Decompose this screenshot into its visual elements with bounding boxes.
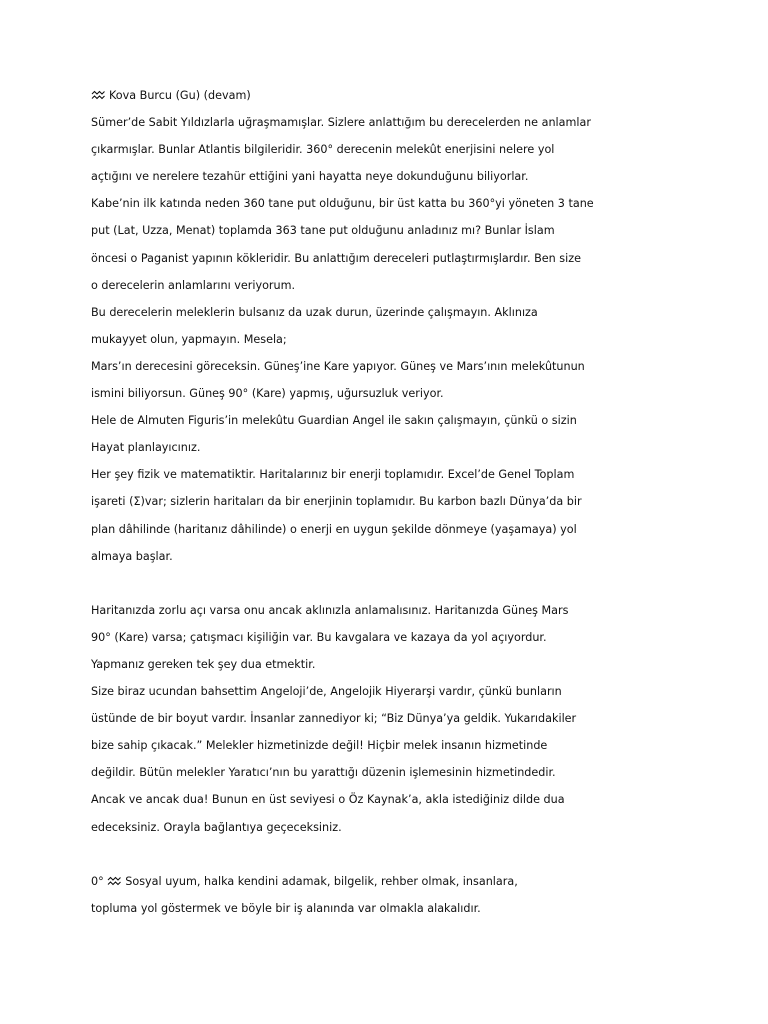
text-line: Haritanızda zorlu açı varsa onu ancak aklınızla anlamalısınız. Haritanızda Güneş Mars [91,603,569,617]
paragraph-spacer [91,574,651,601]
text-line: Size biraz ucundan bahsettim Angeloji’de, Angelojik Hiyerarşi vardır, çünkü bunların [91,685,562,699]
section-heading [91,86,651,113]
text-line: Yapmanız gereken tek şey dua etmektir. [91,657,316,671]
text-line: işareti (Σ)var; sizlerin haritaları da bir enerjinin toplamıdır. Bu karbon bazlı Dünya’da bir [91,495,582,509]
degree-value: 0° [91,874,104,888]
aquarius-symbol-icon [91,90,106,100]
text-line: Ancak ve ancak dua! Bunun en üst seviyesi o Öz Kaynak’a, akla istediğiniz dilde dua [91,793,565,807]
text-line: almaya başlar. [91,549,173,563]
text-line: değildir. Bütün melekler Yaratıcı’nın bu yarattığı düzenin işlemesinin hizmetindedir. [91,766,556,780]
degree-entry-line [91,872,651,899]
text-line: Mars’ın derecesini göreceksin. Güneş’ine Kare yapıyor. Güneş ve Mars’ının melekûtunun [91,359,585,373]
text-line: o derecelerin anlamlarını veriyorum. [91,278,296,292]
text-line: öncesi o Paganist yapının kökleridir. Bu anlattığım dereceleri putlaştırmışlardır. Ben size [91,251,581,265]
text-line: Sümer’de Sabit Yıldızlarla uğraşmamışlar. Sizlere anlattığım bu derecelerden ne anlamlar [91,116,591,130]
paragraph-zorlu-aci [91,601,651,845]
document-text [91,86,651,926]
degree-description-continued: topluma yol göstermek ve böyle bir iş alanında var olmakla alakalıdır. [91,901,481,915]
text-line: mukayyet olun, yapmayın. Mesela; [91,332,287,346]
paragraph-spacer [91,845,651,872]
text-line: put (Lat, Uzza, Menat) toplamda 363 tane put olduğunu anladınız mı? Bunlar İslam [91,224,555,238]
text-line: Kabe’nin ilk katında neden 360 tane put olduğunu, bir üst katta bu 360°yi yöneten 3 tane [91,197,594,211]
paragraph-sabit-yildizlar [91,113,651,574]
text-line: Hele de Almuten Figuris’in melekûtu Guardian Angel ile sakın çalışmayın, çünkü o sizin [91,414,577,428]
text-line: plan dâhilinde (haritanız dâhilinde) o enerji en uygun şekilde dönmeye (yaşamaya) yol [91,522,577,536]
aquarius-symbol-icon [107,876,122,886]
text-line: açtığını ve nerelere tezahür ettiğini yani hayatta neye dokunduğunu biliyorlar. [91,170,529,184]
text-line: çıkarmışlar. Bunlar Atlantis bilgileridir. 360° derecenin melekût enerjisini nelere yol [91,143,555,157]
text-line: ismini biliyorsun. Güneş 90° (Kare) yapmış, uğursuzluk veriyor. [91,387,444,401]
text-line: bize sahip çıkacak.” Melekler hizmetinizde değil! Hiçbir melek insanın hizmetinde [91,739,548,753]
degree-entry-0 [91,872,651,926]
text-line: Her şey fizik ve matematiktir. Haritalarınız bir enerji toplamıdır. Excel’de Genel Toplam [91,468,575,482]
degree-description: Sosyal uyum, halka kendini adamak, bilgelik, rehber olmak, insanlara, [125,874,518,888]
text-line: üstünde de bir boyut vardır. İnsanlar zannediyor ki; “Biz Dünya’ya geldik. Yukarıdakiler [91,712,577,726]
text-line: Bu derecelerin meleklerin bulsanız da uzak durun, üzerinde çalışmayın. Aklınıza [91,305,538,319]
text-line: Hayat planlayıcınız. [91,441,201,455]
text-line: edeceksiniz. Orayla bağlantıya geçeceksiniz. [91,820,342,834]
section-title: Kova Burcu (Gu) (devam) [109,89,251,102]
text-line: 90° (Kare) varsa; çatışmacı kişiliğin var. Bu kavgalara ve kazaya da yol açıyordur. [91,630,547,644]
